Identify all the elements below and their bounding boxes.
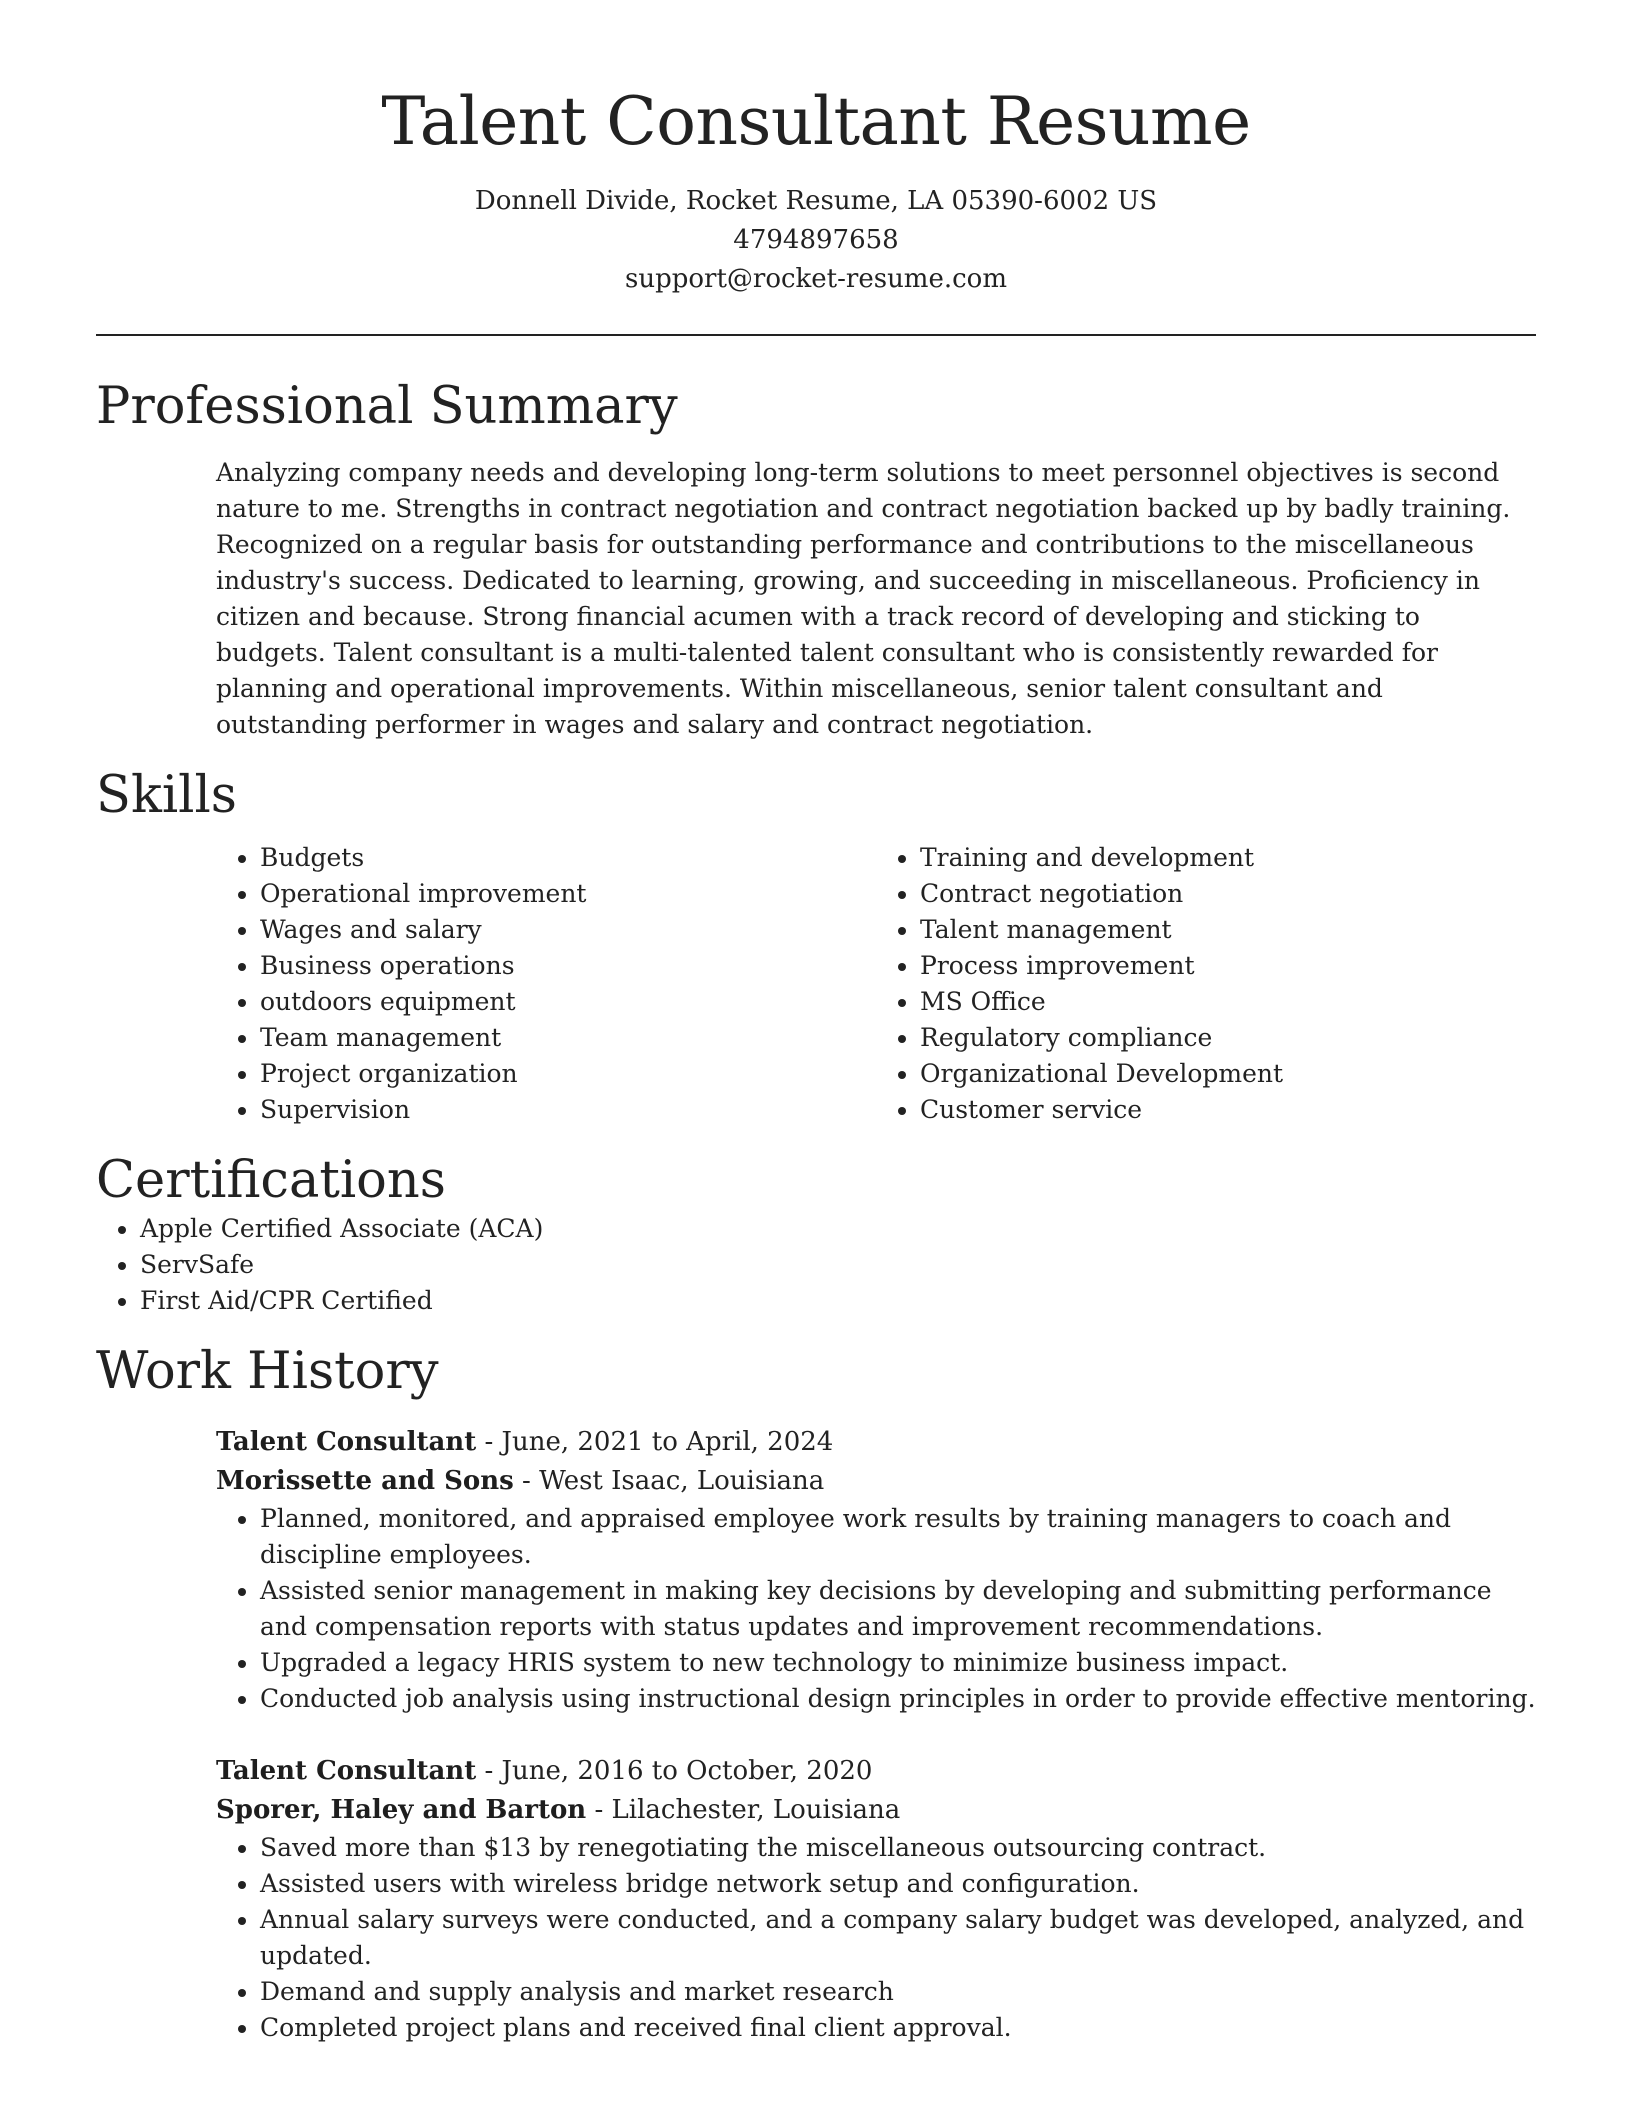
- certification-item: • Apple Certified Associate (ACA): [140, 1211, 1536, 1247]
- skill-item: • Organizational Development: [920, 1056, 1536, 1092]
- job-company: Sporer, Haley and Barton: [216, 1794, 587, 1825]
- job-bullet: • Assisted senior management in making key decisions by developing and submitting performance and compensation reports with status updates and improvement recommendations.: [260, 1573, 1536, 1645]
- skill-item: • Talent management: [920, 912, 1536, 948]
- skill-item: • Business operations: [260, 948, 876, 984]
- skill-item: • Training and development: [920, 840, 1536, 876]
- skills-heading: Skills: [96, 766, 237, 826]
- certification-item: • ServSafe: [140, 1247, 1536, 1283]
- skill-item: • Customer service: [920, 1092, 1536, 1128]
- contact-address: Donnell Divide, Rocket Resume, LA 05390-6002 US: [474, 185, 1158, 216]
- job-entry: [216, 1752, 1536, 2046]
- job-bullet: • Assisted users with wireless bridge network setup and configuration.: [260, 1866, 1536, 1902]
- skill-item: • Wages and salary: [260, 912, 876, 948]
- skills-list-right: [876, 840, 1536, 1128]
- job-entry: [216, 1423, 1536, 1717]
- resume-header: [96, 0, 1536, 299]
- job-bullet: • Planned, monitored, and appraised employee work results by training managers to coach and discipline employees.: [260, 1501, 1536, 1573]
- skill-item: • Operational improvement: [260, 876, 876, 912]
- skill-item: • Process improvement: [920, 948, 1536, 984]
- work-history-heading: Work History: [96, 1342, 439, 1402]
- certification-item: • First Aid/CPR Certified: [140, 1283, 1536, 1319]
- contact-phone: 4794897658: [733, 224, 899, 255]
- skill-item: • Contract negotiation: [920, 876, 1536, 912]
- summary-text: Analyzing company needs and developing long-term solutions to meet personnel objectives is second nature to me. Strengths in contract negotiation and contract negotiation backed up by badly training. Recognized on a regular basis for outstanding performance and contributions to the miscellaneous industry's success. Dedicated to learning, growing, and succeeding in miscellaneous. Proficiency in citizen and because. Strong financial acumen with a track record of developing and sticking to budgets. Talent consultant is a multi-talented talent consultant who is consistently rewarded for planning and operational improvements. Within miscellaneous, senior talent consultant and outstanding performer in wages and salary and contract negotiation.: [216, 458, 1511, 740]
- certifications-heading: Certifications: [96, 1151, 446, 1211]
- resume-title: Talent Consultant Resume: [381, 83, 1251, 160]
- skills-grid: [216, 840, 1536, 1128]
- job-dates: - June, 2021 to April, 2024: [476, 1426, 834, 1457]
- job-bullet: • Upgraded a legacy HRIS system to new technology to minimize business impact.: [260, 1645, 1536, 1681]
- skill-item: • Team management: [260, 1020, 876, 1056]
- header-divider: [96, 334, 1536, 336]
- skill-item: • Supervision: [260, 1092, 876, 1128]
- job-title-line: [216, 1752, 1536, 1791]
- contact-email: support@rocket-resume.com: [624, 263, 1007, 294]
- job-bullet: • Annual salary surveys were conducted, and a company salary budget was developed, analyzed, and updated.: [260, 1902, 1536, 1974]
- job-title: Talent Consultant: [216, 1426, 477, 1457]
- job-company-line: [216, 1462, 1536, 1501]
- job-title-line: [216, 1423, 1536, 1462]
- skill-item: • MS Office: [920, 984, 1536, 1020]
- job-bullet: • Conducted job analysis using instructional design principles in order to provide effective mentoring.: [260, 1681, 1536, 1717]
- job-company: Morissette and Sons: [216, 1465, 514, 1496]
- job-bullet: • Completed project plans and received final client approval.: [260, 2010, 1536, 2046]
- skill-item: • outdoors equipment: [260, 984, 876, 1020]
- job-bullets: [216, 1830, 1536, 2046]
- skill-item: • Regulatory compliance: [920, 1020, 1536, 1056]
- skill-item: • Budgets: [260, 840, 876, 876]
- certifications-list: [96, 1211, 1536, 1319]
- job-bullet: • Saved more than $13 by renegotiating the miscellaneous outsourcing contract.: [260, 1830, 1536, 1866]
- job-bullet: • Demand and supply analysis and market research: [260, 1974, 1536, 2010]
- summary-heading: Professional Summary: [96, 376, 678, 436]
- job-dates: - June, 2016 to October, 2020: [476, 1755, 873, 1786]
- skill-item: • Project organization: [260, 1056, 876, 1092]
- skills-list-left: [216, 840, 876, 1128]
- job-company-line: [216, 1791, 1536, 1830]
- job-title: Talent Consultant: [216, 1755, 477, 1786]
- job-location: - Lilachester, Louisiana: [586, 1794, 901, 1825]
- job-bullets: [216, 1501, 1536, 1717]
- job-location: - West Isaac, Louisiana: [513, 1465, 825, 1496]
